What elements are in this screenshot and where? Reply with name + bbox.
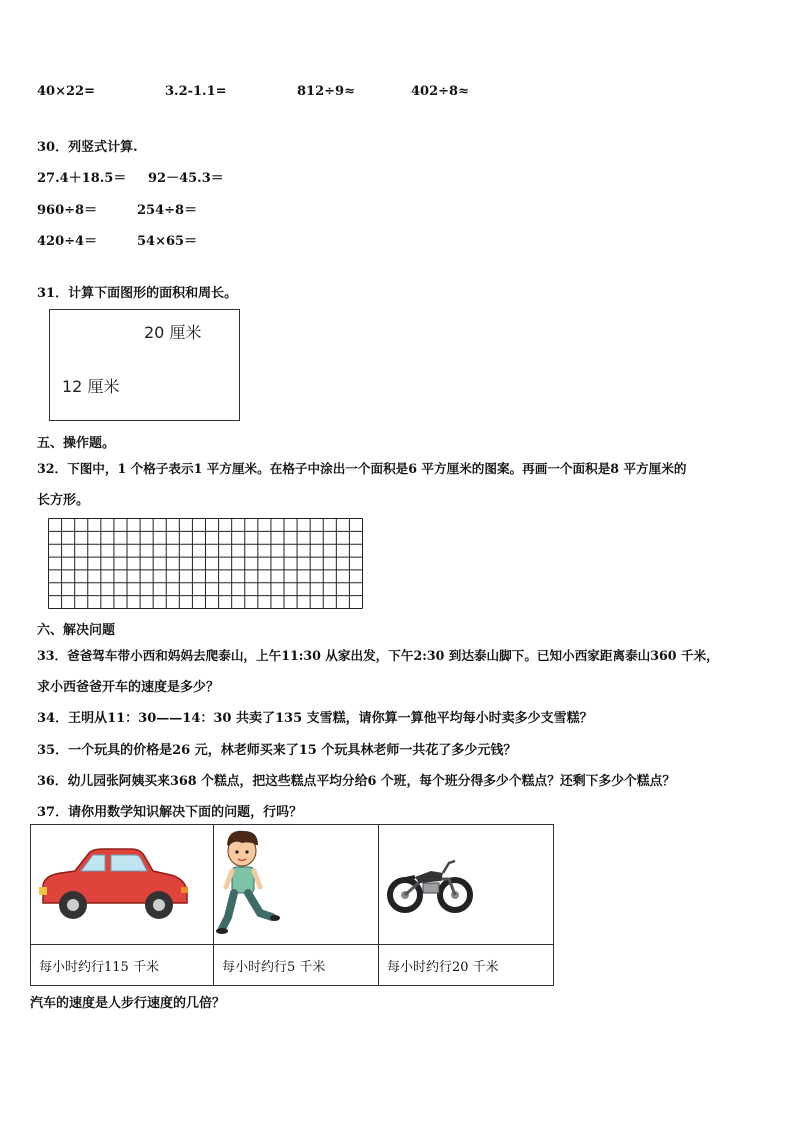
q33-line2: 求小西爸爸开车的速度是多少？: [37, 680, 220, 695]
rectangle-figure: [49, 309, 240, 421]
speed-table: [30, 824, 554, 986]
calc-item-4: 402÷8≈: [411, 84, 469, 99]
car-icon: [31, 825, 213, 940]
walker-speed-text: 每小时约行5 千米: [214, 945, 379, 986]
car-cell: [31, 825, 214, 945]
car-speed-text: 每小时约行115 千米: [31, 945, 214, 986]
motorcycle-speed-text: 每小时约行20 千米: [379, 945, 554, 986]
q36-text: 36．幼儿园张阿姨买来368 个糕点，把这些糕点平均分给6 个班，每个班分得多少个糕点？还剩下多少个糕点？: [37, 774, 676, 789]
section-6-heading: 六、解决问题: [37, 623, 116, 638]
walking-boy-icon: [214, 825, 378, 940]
calc-item-2: 3.2-1.1=: [165, 84, 227, 99]
q37-question: 汽车的速度是人步行速度的几倍？: [30, 996, 226, 1011]
square-grid: [47, 517, 365, 610]
q31-title: 31．计算下面图形的面积和周长。: [37, 286, 238, 301]
q34-text: 34．王明从11：30——14：30 共卖了135 支雪糕，请你算一算他平均每小时卖多少支雪糕？: [37, 711, 593, 726]
q30-row1-right: 92－45.3＝: [148, 171, 224, 186]
q32-line2: 长方形。: [37, 493, 90, 508]
q30-row3-right: 54×65＝: [137, 234, 198, 249]
walker-cell: [214, 825, 379, 945]
q37-title: 37．请你用数学知识解决下面的问题，行吗？: [37, 805, 303, 820]
q33-line1: 33．爸爸驾车带小西和妈妈去爬泰山，上午11:30 从家出发，下午2:30 到达泰山脚下。已知小西家距离泰山360 千米，: [37, 648, 719, 663]
section-5-heading: 五、操作题。: [37, 436, 116, 451]
q30-row2-left: 960÷8＝: [37, 203, 98, 218]
q32-line1: 32．下图中，1 个格子表示1 平方厘米。在格子中涂出一个面积是6 平方厘米的图案。再画一个面积是8 平方厘米的: [37, 461, 687, 476]
q35-text: 35．一个玩具的价格是26 元，林老师买来了15 个玩具林老师一共花了多少元钱？: [37, 743, 517, 758]
q30-row2-right: 254÷8＝: [137, 203, 198, 218]
motorcycle-cell: [379, 825, 554, 945]
rectangle-width-label: 12 厘米: [62, 377, 120, 396]
calc-item-3: 812÷9≈: [297, 84, 355, 99]
motorcycle-icon: [379, 825, 553, 940]
q30-row1-left: 27.4＋18.5＝: [37, 171, 127, 186]
q30-row3-left: 420÷4＝: [37, 234, 98, 249]
rectangle-length-label: 20 厘米: [144, 323, 202, 342]
calc-item-1: 40×22=: [37, 84, 95, 99]
q30-title: 30．列竖式计算.: [37, 140, 138, 155]
